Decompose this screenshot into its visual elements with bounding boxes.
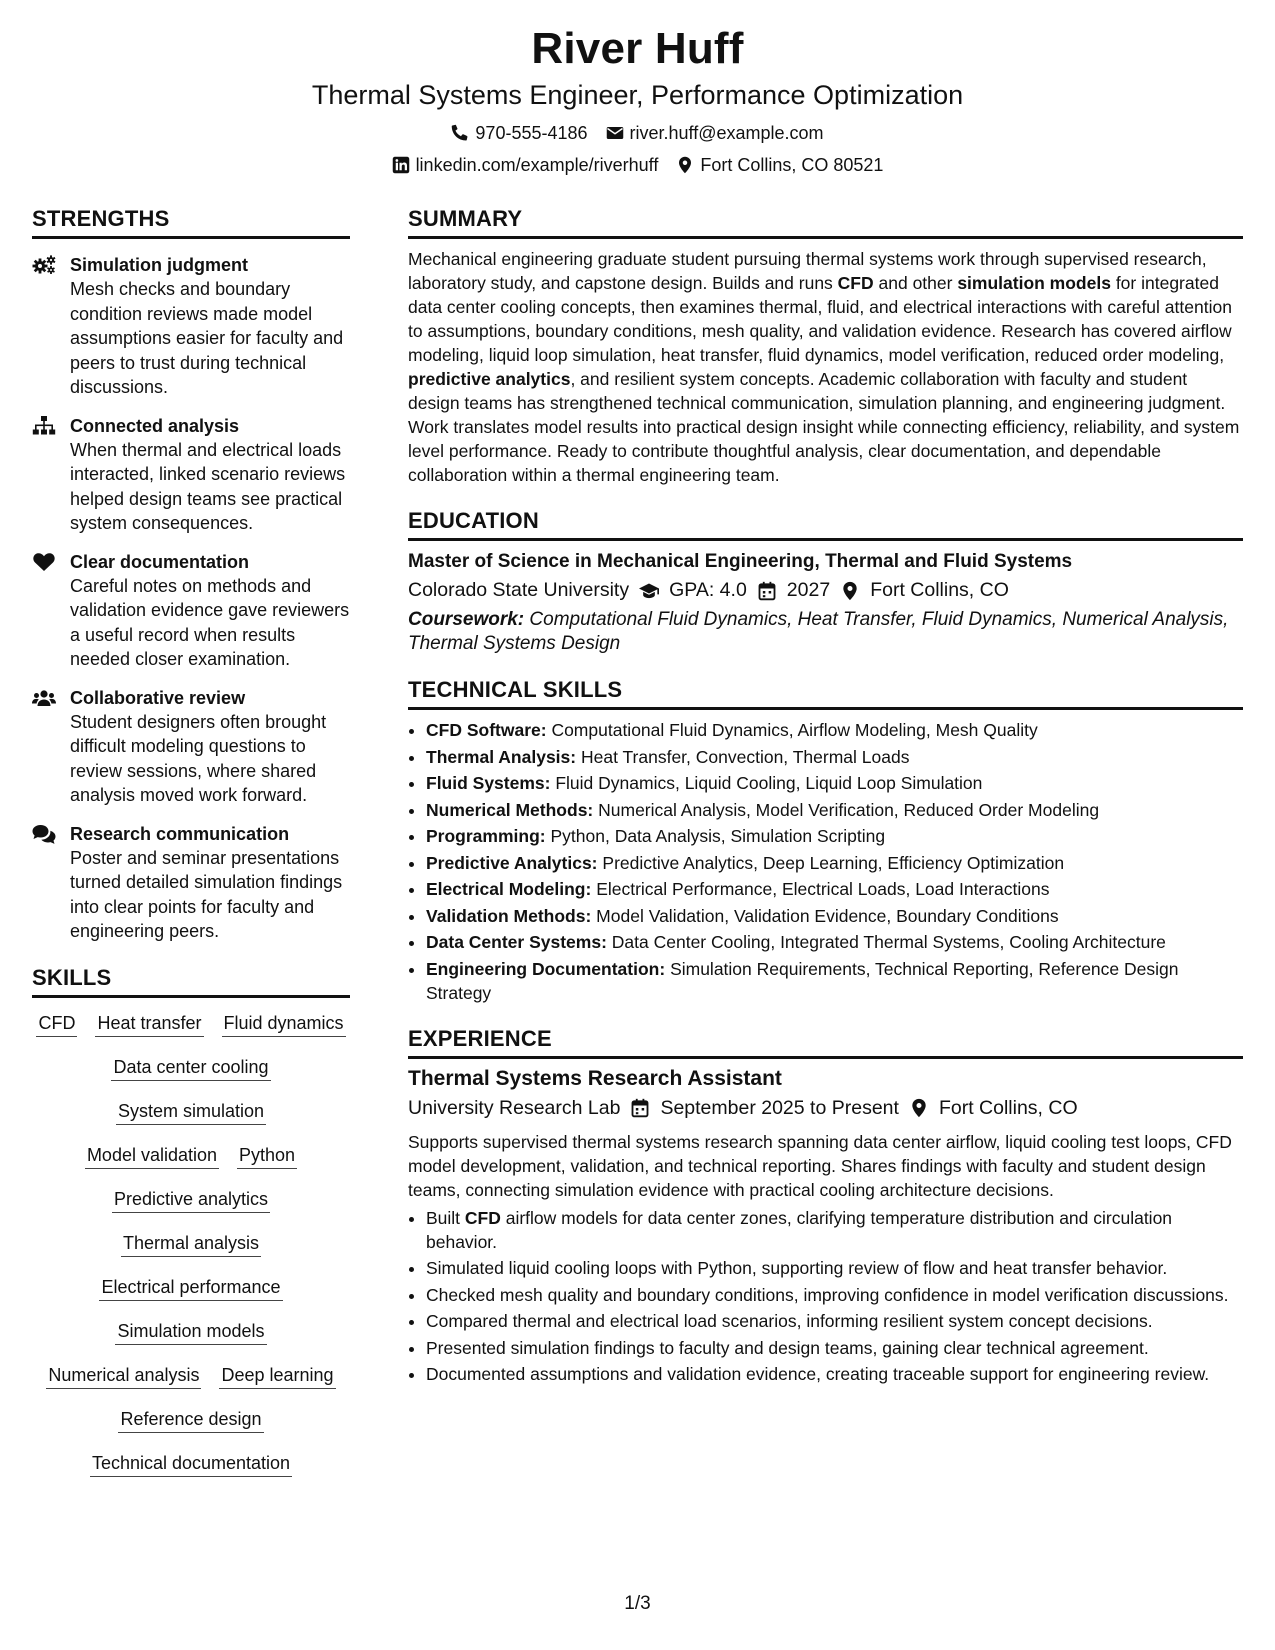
education-heading: EDUCATION [408, 507, 1243, 541]
technical-skill-value: Fluid Dynamics, Liquid Cooling, Liquid Loop Simulation [555, 773, 983, 793]
map-marker-icon [909, 1098, 929, 1118]
location-text: Fort Collins, CO 80521 [700, 155, 884, 175]
strength-item [32, 822, 350, 944]
technical-skill-item [426, 718, 1243, 742]
achievement-keyword: CFD [464, 1207, 501, 1228]
skill-tag: Heat transfer [95, 1012, 203, 1037]
technical-skill-item [426, 771, 1243, 795]
strength-description: Poster and seminar presentations turned detailed simulation findings into clear points for faculty and engineering peers. [70, 847, 343, 941]
job-title: Thermal Systems Research Assistant [408, 1066, 782, 1090]
skills-section [32, 964, 350, 1477]
technical-skill-item [426, 851, 1243, 875]
skill-tag: CFD [36, 1012, 77, 1037]
technical-skill-label: Data Center Systems: [426, 932, 607, 952]
technical-skill-label: Programming: [426, 826, 546, 846]
achievement-item [426, 1362, 1243, 1386]
strength-title: Collaborative review [70, 687, 246, 708]
achievement-item [426, 1309, 1243, 1333]
skill-tag: Technical documentation [90, 1452, 292, 1477]
education-section [408, 507, 1243, 656]
achievement-item [426, 1256, 1243, 1280]
linkedin-contact [392, 154, 659, 176]
resume-columns [32, 205, 1243, 1497]
technical-skill-label: Thermal Analysis: [426, 746, 577, 767]
technical-skill-value: Predictive Analytics, Deep Learning, Efficiency Optimization [602, 852, 1065, 873]
location-contact [676, 154, 883, 176]
strength-body [70, 686, 350, 808]
skill-tag: Reference design [118, 1408, 263, 1433]
graduation-cap-icon [639, 581, 659, 601]
technical-skill-label: Fluid Systems: [426, 773, 551, 793]
skill-tag: Numerical analysis [46, 1364, 201, 1389]
summary-text-run: Mechanical engineering graduate student pursuing thermal systems work through supervised research, laboratory study, and capstone design. Builds and runs [408, 249, 1207, 293]
email-text[interactable]: river.huff@example.com [629, 123, 824, 143]
skill-tag-row [32, 1320, 350, 1345]
skills-tag-list [32, 1012, 350, 1477]
education-meta [408, 577, 1243, 604]
experience-section [408, 1025, 1243, 1387]
strengths-section [32, 205, 350, 944]
technical-skill-item [426, 904, 1243, 928]
linkedin-icon [392, 156, 410, 174]
strength-body [70, 414, 350, 536]
gpa-text: GPA: 4.0 [669, 579, 747, 601]
strength-description: Student designers often brought difficult modeling questions to review sessions, where shared analysis moved work forward. [70, 711, 327, 805]
summary-text [408, 247, 1243, 487]
achievement-text: Documented assumptions and validation evidence, creating traceable support for engineering review. [426, 1364, 1210, 1384]
skill-tag-row [32, 1188, 350, 1213]
skill-tag-row [32, 1364, 350, 1389]
job-summary: Supports supervised thermal systems research spanning data center airflow, liquid cooling test loops, CFD model development, validation, and technical reporting. Shares findings with faculty and student design teams, connecting simulation evidence with practical cooling architecture decisions. [408, 1131, 1232, 1200]
strength-description: When thermal and electrical loads interacted, linked scenario reviews helped design teams see practical system consequences. [70, 439, 346, 533]
technical-skill-value: Data Center Cooling, Integrated Thermal Systems, Cooling Architecture [611, 932, 1166, 952]
summary-text-run: and other [873, 273, 958, 293]
summary-keyword: CFD [837, 273, 874, 293]
strengths-heading: STRENGTHS [32, 205, 350, 239]
map-marker-icon [840, 581, 860, 601]
skill-tag-row [32, 1100, 350, 1125]
achievement-item [426, 1336, 1243, 1360]
heart-icon [32, 550, 56, 572]
job-dates: September 2025 to Present [660, 1096, 899, 1119]
strength-item [32, 686, 350, 808]
skill-tag: Electrical performance [99, 1276, 282, 1301]
technical-skill-item [426, 877, 1243, 901]
technical-skill-item [426, 745, 1243, 769]
strength-title: Research communication [70, 823, 290, 844]
technical-skill-label: Predictive Analytics: [426, 852, 598, 873]
technical-skill-label: Engineering Documentation: [426, 958, 666, 979]
strength-body [70, 550, 350, 672]
technical-skill-value: Heat Transfer, Convection, Thermal Loads [580, 746, 910, 767]
skill-tag-row [32, 1144, 350, 1169]
strength-body [70, 253, 350, 400]
summary-section [408, 205, 1243, 487]
strength-description: Careful notes on methods and validation evidence gave reviewers a useful record when results needed closer examination. [70, 575, 350, 669]
technical-skill-label: Electrical Modeling: [426, 879, 592, 899]
technical-skill-value: Numerical Analysis, Model Verification, Reduced Order Modeling [598, 799, 1100, 820]
summary-keyword: simulation models [957, 273, 1111, 293]
technical-skill-label: Validation Methods: [426, 905, 592, 926]
page-number: 1/3 [624, 1593, 651, 1614]
skill-tag: Deep learning [219, 1364, 335, 1389]
achievement-text: Compared thermal and electrical load scenarios, informing resilient system concept decisions. [426, 1311, 1153, 1331]
achievement-text: Presented simulation findings to faculty and design teams, gaining clear technical agreement. [426, 1337, 1149, 1358]
graduation-year: 2027 [786, 579, 831, 601]
technical-skill-value: Simulation Requirements, Technical Reporting, Reference Design Strategy [426, 958, 1179, 1003]
candidate-name: River Huff [531, 24, 744, 73]
strength-body [70, 822, 350, 944]
summary-heading: SUMMARY [408, 205, 1243, 239]
phone-icon [451, 124, 469, 142]
email-contact [606, 122, 824, 144]
calendar-icon [630, 1098, 650, 1118]
skill-tag-row [32, 1452, 350, 1477]
job-achievements-list [408, 1206, 1243, 1387]
left-column [32, 205, 350, 1497]
strength-title: Connected analysis [70, 415, 240, 436]
technical-skill-label: Numerical Methods: [426, 799, 594, 820]
sitemap-icon [32, 414, 56, 436]
strength-item [32, 414, 350, 536]
technical-skill-value: Electrical Performance, Electrical Loads, Load Interactions [596, 879, 1050, 899]
technical-skill-item [426, 930, 1243, 954]
achievement-text: Checked mesh quality and boundary conditions, improving confidence in model verification discussions. [426, 1284, 1229, 1305]
achievement-item [426, 1206, 1243, 1254]
technical-skill-value: Computational Fluid Dynamics, Airflow Modeling, Mesh Quality [551, 720, 1038, 740]
summary-text-run: , and resilient system concepts. Academic collaboration with faculty and student design teams has strengthened technical communication, simulation planning, and engineering judgment. Work translates model results into practical design insight while connecting efficiency, reliability, and system level performance. Ready to contribute thoughtful analysis, clear documentation, and dependable collaboration within a thermal engineering team. [408, 369, 1240, 485]
school-location: Fort Collins, CO [870, 579, 1009, 601]
skill-tag: Data center cooling [111, 1056, 270, 1081]
skill-tag-row [32, 1276, 350, 1301]
skill-tag-row [32, 1056, 350, 1081]
comments-icon [32, 822, 56, 844]
strength-title: Clear documentation [70, 551, 250, 572]
achievement-text: airflow models for data center zones, clarifying temperature distribution and circulation behavior. [426, 1207, 1173, 1252]
resume-header [0, 0, 1275, 176]
calendar-icon [757, 581, 777, 601]
strength-item [32, 550, 350, 672]
skill-tag-row [32, 1232, 350, 1257]
phone-contact [451, 122, 587, 144]
achievement-text: Simulated liquid cooling loops with Python, supporting review of flow and heat transfer behavior. [426, 1258, 1168, 1278]
envelope-icon [606, 124, 624, 142]
employer-name: University Research Lab [408, 1096, 621, 1119]
technical-skill-label: CFD Software: [426, 720, 547, 740]
skill-tag: System simulation [116, 1100, 266, 1125]
job-meta [408, 1095, 1243, 1122]
skills-heading: SKILLS [32, 964, 350, 998]
skill-tag: Simulation models [115, 1320, 266, 1345]
skill-tag: Thermal analysis [121, 1232, 261, 1257]
job-location: Fort Collins, CO [938, 1096, 1078, 1119]
strengths-list [32, 253, 350, 944]
skill-tag: Model validation [85, 1144, 219, 1169]
phone-text[interactable]: 970-555-4186 [475, 123, 588, 143]
summary-text-run: for integrated data center cooling concepts, then examines thermal, fluid, and electrical interactions with careful attention to assumptions, boundary conditions, mesh quality, and validation evidence. Research has covered airflow modeling, liquid loop simulation, heat transfer, fluid dynamics, model verification, reduced order modeling, [408, 273, 1232, 365]
technical-skill-item [426, 957, 1243, 1005]
coursework-label: Coursework: [408, 609, 525, 630]
technical-skill-item [426, 798, 1243, 822]
candidate-headline: Thermal Systems Engineer, Performance Optimization [311, 80, 964, 110]
skill-tag-row [32, 1408, 350, 1433]
summary-keyword: predictive analytics [408, 369, 571, 389]
strength-description: Mesh checks and boundary condition reviews made model assumptions easier for faculty and peers to trust during technical discussions. [70, 279, 344, 397]
strength-item [32, 253, 350, 400]
school-name: Colorado State University [408, 579, 630, 601]
coursework [408, 608, 1243, 656]
linkedin-text[interactable]: linkedin.com/example/riverhuff [415, 155, 659, 175]
map-marker-icon [676, 156, 694, 174]
coursework-list: Computational Fluid Dynamics, Heat Transfer, Fluid Dynamics, Numerical Analysis, Thermal Systems Design [408, 609, 1229, 654]
strength-title: Simulation judgment [70, 255, 248, 275]
skill-tag-row [32, 1012, 350, 1037]
gears-icon [32, 253, 56, 275]
technical-skills-section [408, 676, 1243, 1005]
skill-tag: Python [237, 1144, 297, 1169]
technical-skill-value: Model Validation, Validation Evidence, Boundary Conditions [596, 905, 1059, 926]
skill-tag: Fluid dynamics [222, 1012, 346, 1037]
technical-skill-item [426, 824, 1243, 848]
technical-skill-value: Python, Data Analysis, Simulation Scripting [550, 826, 886, 846]
degree-title: Master of Science in Mechanical Engineering, Thermal and Fluid Systems [408, 551, 1073, 572]
contact-row-2 [0, 154, 1275, 176]
skill-tag: Predictive analytics [112, 1188, 270, 1213]
experience-heading: EXPERIENCE [408, 1025, 1243, 1059]
users-icon [32, 686, 56, 708]
right-column [408, 205, 1243, 1497]
technical-skills-heading: TECHNICAL SKILLS [408, 676, 1243, 710]
achievement-text: Built [426, 1207, 465, 1228]
achievement-item [426, 1283, 1243, 1307]
technical-skills-list [408, 718, 1243, 1005]
contact-row-1 [0, 122, 1275, 144]
